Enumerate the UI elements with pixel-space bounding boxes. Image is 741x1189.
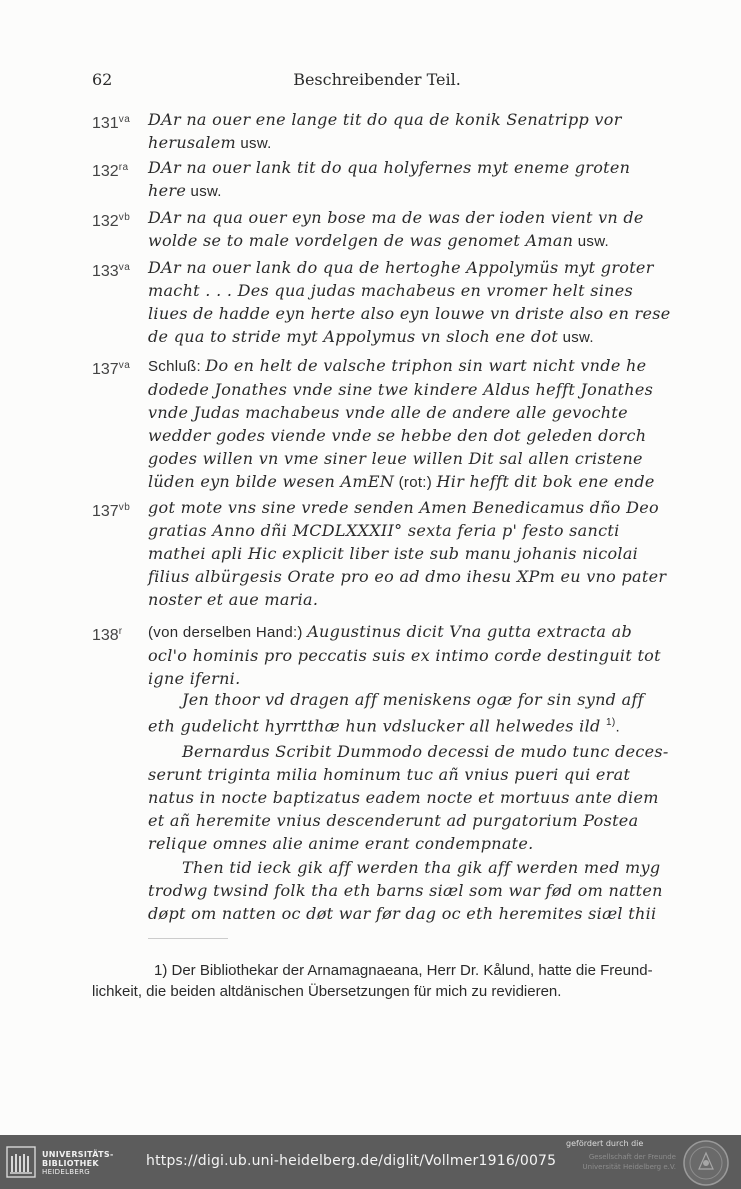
digitization-footer <box>0 1135 741 1189</box>
entry-text: got mote vns sine vrede senden Amen Benedicamus dño Deo gratias Anno dñi MCDLXXXII° sexta feria p' festo sancti mathei apli Hic explicit liber iste sub manu johanis nicolai filius albürgesis Orate pro eo ad dmo ihesu XPm eu vno pater noster et aue maria. <box>148 498 667 609</box>
entry-133va <box>92 256 671 349</box>
entry-text: DAr na ouer ene lange tit do qua de konik Senatripp vor herusalem usw. <box>148 110 622 152</box>
entry-number: 138$^r$ <box>92 626 123 644</box>
entry-number: $137^{vb}$ <box>92 502 131 520</box>
funding-organization: Gesellschaft der Freunde Universität Heidelberg e.V. <box>582 1153 676 1171</box>
entry-text: DAr na qua ouer eyn bose ma de was der ioden vient vn de wolde se to male vordelgen de was genomet Aman usw. <box>148 208 644 250</box>
entry-number: $133^{va}$ <box>92 262 131 280</box>
entry-text: DAr na ouer lank do qua de hertoghe Appolymüs myt groter macht . . . Des qua judas machabeus en vromer helt sines liues de hadde eyn herte also eyn louwe vn driste also en rese de qua to stride myt Appolymus vn sloch ene dot usw. <box>148 258 671 346</box>
footnote-divider <box>148 938 228 939</box>
entry-131va <box>92 108 664 155</box>
entry-132vb <box>92 206 664 253</box>
danish-translation-1: Jen thoor vd dragen aff meniskens ogæ for sin synd aff eth gudelicht hyrrtthæ hun vdslucker all helwedes ild $^{1)}$. <box>148 690 644 736</box>
entry-132ra <box>92 156 664 203</box>
entry-number: $137^{va}$ <box>92 360 131 378</box>
permalink-url[interactable]: https://digi.ub.uni-heidelberg.de/diglit/Vollmer1916/0075 <box>146 1153 557 1169</box>
entry-text: Schluß: Do en helt de valsche triphon sin wart nicht vnde he dodede Jonathes vnde sine twe kindere Aldus hefft Jonathes vnde Judas machabeus vnde alle de andere alle gevochte wedder godes viende vnde se hebbe den dot geleden dorch godes willen vn vme siner leue willen Dit sal allen cristene lüden eyn bilde wesen AmEN (rot:) Hir hefft dit bok ene ende <box>148 356 655 491</box>
entry-number: $132^{vb}$ <box>92 212 131 230</box>
library-name: UNIVERSITÄTS- BIBLIOTHEK HEIDELBERG <box>42 1150 114 1176</box>
library-logo-icon <box>6 1146 36 1178</box>
page-header <box>92 70 662 92</box>
latin-paragraph: Bernardus Scribit Dummodo decessi de mudo tunc deces- serunt triginta milia hominum tuc añ vnius pueri qui erat natus in nocte baptizatus eadem nocte et mortuus ante diem et añ heremite vnius descenderunt ad purgatorium Postea relique omnes alie anime erant condempnate. <box>148 742 669 853</box>
footnote-ref: 1) <box>605 717 616 728</box>
entry-137vb <box>92 496 667 611</box>
entry-number: $132^{ra}$ <box>92 162 129 180</box>
entry-text: (von derselben Hand:) Augustinus dicit Vna gutta extracta ab ocl'o hominis pro peccatis suis ex intimo corde destinguit tot igne iferni. <box>148 622 661 688</box>
entry-138r <box>92 620 664 690</box>
funded-by-label: gefördert durch die <box>566 1139 644 1148</box>
entry-number: $131^{va}$ <box>92 114 131 132</box>
entry-text: DAr na ouer lank tit do qua holyfernes myt eneme groten here usw. <box>148 158 631 200</box>
page-number: 62 <box>92 70 113 89</box>
danish-translation-2: Then tid ieck gik aff werden tha gik aff werden med myg trodwg twsind folk tha eth barns siæl som war fød om natten døpt om natten oc døt war før dag oc eth heremites siæl thii <box>148 858 663 923</box>
university-seal-icon <box>682 1139 730 1187</box>
entry-137va <box>92 354 664 494</box>
footnote: 1) Der Bibliothekar der Arnamagnaeana, Herr Dr. Kålund, hatte die Freund- lichkeit, die beiden altdänischen Übersetzungen für mich zu revidieren. <box>92 962 653 1000</box>
running-title: Beschreibender Teil. <box>293 70 461 89</box>
